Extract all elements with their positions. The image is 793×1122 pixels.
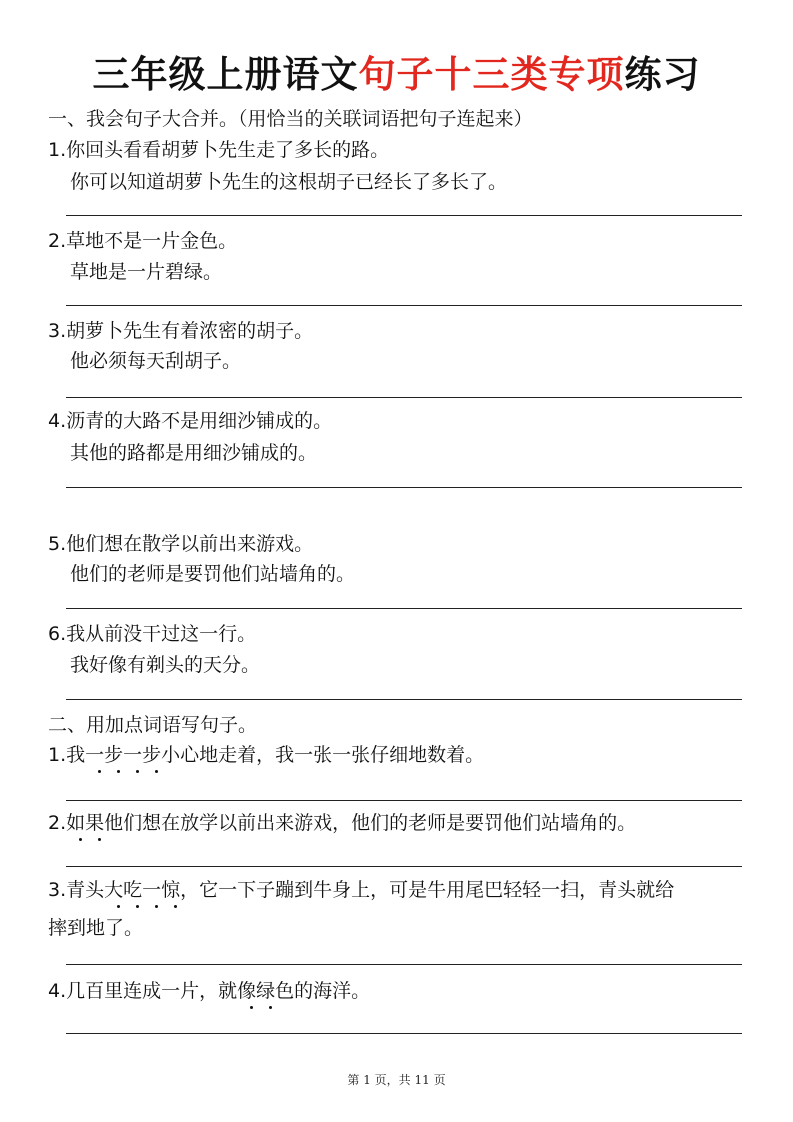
s1-q1-answer-line[interactable]: [66, 215, 742, 216]
s1-q5-line2: 他们的老师是要罚他们站墙角的。: [70, 563, 356, 585]
s1-q1-line1: 1.你回头看看胡萝卜先生走了多长的路。: [48, 139, 390, 161]
emphasis-dot: [117, 905, 120, 908]
s1-q3-answer-line[interactable]: [66, 397, 742, 398]
s1-q3-line1: 3.胡萝卜先生有着浓密的胡子。: [48, 320, 314, 342]
s2-q1-answer-line[interactable]: [66, 800, 742, 801]
s1-q6-answer-line[interactable]: [66, 699, 742, 700]
s2-q2-text: 2.如果他们想在放学以前出来游戏，他们的老师是要罚他们站墙角的。: [48, 812, 637, 834]
page-footer: 第 1 页，共 11 页: [347, 1073, 446, 1087]
s1-q2-line1: 2.草地不是一片金色。: [48, 230, 238, 252]
title-highlight: 句子十三类专项: [358, 52, 625, 96]
s1-q3-line2: 他必须每天刮胡子。: [70, 350, 242, 372]
section2-heading: 二、用加点词语写句子。: [48, 714, 258, 736]
s2-q4-text: 4.几百里连成一片，就像绿色的海洋。: [48, 980, 371, 1002]
s1-q5-answer-line[interactable]: [66, 608, 742, 609]
section1-heading: 一、我会句子大合并。（用恰当的关联词语把句子连起来）: [48, 108, 533, 130]
emphasis-dot: [136, 905, 139, 908]
s1-q6-line1: 6.我从前没干过这一行。: [48, 623, 257, 645]
emphasis-dot: [98, 838, 101, 841]
title-part-2: 练习: [624, 52, 701, 96]
title-part-1: 三年级上册语文: [92, 52, 359, 96]
s2-q2-answer-line[interactable]: [66, 866, 742, 867]
s1-q2-line2: 草地是一片碧绿。: [70, 261, 223, 283]
s1-q2-answer-line[interactable]: [66, 305, 742, 306]
emphasis-dot: [174, 905, 177, 908]
s2-q3-answer-line[interactable]: [66, 964, 742, 965]
emphasis-dot: [250, 1006, 253, 1009]
s2-q3-text-cont: 摔到地了。: [48, 917, 144, 939]
s2-q3-text: 3.青头大吃一惊，它一下子蹦到牛身上，可是牛用尾巴轻轻一扫，青头就给: [48, 879, 675, 901]
s1-q1-line2: 你可以知道胡萝卜先生的这根胡子已经长了多长了。: [70, 171, 508, 193]
emphasis-dot: [136, 770, 139, 773]
s1-q6-line2: 我好像有剃头的天分。: [70, 654, 261, 676]
s1-q4-answer-line[interactable]: [66, 487, 742, 488]
emphasis-dot: [79, 838, 82, 841]
emphasis-dot: [155, 770, 158, 773]
emphasis-dot: [155, 905, 158, 908]
emphasis-dot: [269, 1006, 272, 1009]
emphasis-dot: [98, 770, 101, 773]
s2-q1-text: 1.我一步一步小心地走着，我一张一张仔细地数着。: [48, 744, 485, 766]
emphasis-dot: [117, 770, 120, 773]
s1-q4-line2: 其他的路都是用细沙铺成的。: [70, 442, 318, 464]
s1-q4-line1: 4.沥青的大路不是用细沙铺成的。: [48, 410, 333, 432]
s1-q5-line1: 5.他们想在散学以前出来游戏。: [48, 533, 314, 555]
page-title: [0, 50, 793, 98]
s2-q4-answer-line[interactable]: [66, 1033, 742, 1034]
